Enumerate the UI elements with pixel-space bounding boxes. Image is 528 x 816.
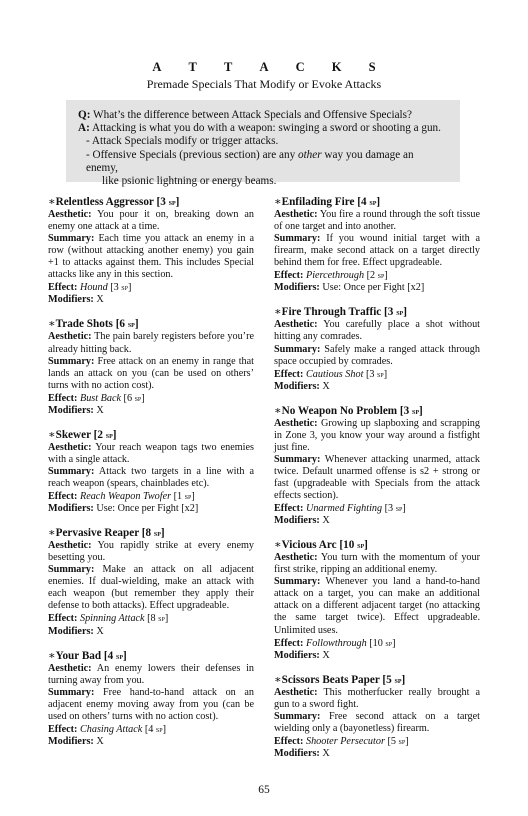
special-title: ∗No Weapon No Problem [3 sp] bbox=[274, 404, 423, 417]
aesthetic-line bbox=[48, 331, 254, 355]
q-text: What’s the difference between Attack Specials and Offensive Specials? bbox=[93, 109, 412, 121]
star-icon: ∗ bbox=[274, 404, 282, 417]
summary-text: Each time you attack an enemy in a row (without attacking another enemy) you gain +1 to attacks against them. This includes Special attacks like any in this section. bbox=[48, 233, 254, 281]
sp-unit: sp bbox=[377, 368, 384, 379]
effect-line: Effect: Bust Back [6 sp] bbox=[48, 392, 145, 404]
page-title bbox=[0, 60, 528, 75]
special-name: Relentless Aggressor [3 bbox=[55, 196, 169, 208]
modifiers-line bbox=[48, 405, 254, 417]
aesthetic-label: Aesthetic: bbox=[274, 686, 318, 698]
summary-line bbox=[274, 233, 480, 269]
effect-label: Effect: bbox=[48, 282, 78, 294]
sp-unit: sp bbox=[168, 197, 176, 207]
sp-unit: sp bbox=[155, 723, 163, 734]
aesthetic-text: You pour it on, breaking down an enemy one attack at a time. bbox=[48, 209, 254, 233]
special-name: Skewer [2 bbox=[55, 428, 106, 441]
modifiers-line bbox=[274, 515, 480, 527]
effect-line: Effect: Cautious Shot [3 sp] bbox=[274, 368, 388, 380]
aesthetic-line bbox=[274, 687, 480, 711]
special-name: Your Bad [4 bbox=[55, 649, 117, 662]
sp-unit: sp bbox=[369, 197, 377, 207]
a-text: Attacking is what you do with a weapon: swinging a sword or shooting a gun. bbox=[92, 122, 441, 135]
star-icon: ∗ bbox=[274, 539, 282, 552]
aesthetic-line bbox=[274, 552, 480, 576]
aesthetic-label: Aesthetic: bbox=[48, 662, 92, 674]
summary-text: If you wound initial target with a firearm, make second attack on a target directly behind them for free. Effect upgradeable. bbox=[274, 233, 481, 269]
special-title: ∗Vicious Arc [10 sp] bbox=[274, 539, 368, 552]
a-label: A: bbox=[78, 122, 90, 135]
effect-label: Effect: bbox=[274, 368, 304, 380]
summary-label: Summary: bbox=[274, 710, 321, 722]
aesthetic-line bbox=[48, 209, 254, 233]
aesthetic-line bbox=[48, 663, 254, 687]
modifiers-label: Modifiers: bbox=[48, 294, 94, 306]
star-icon: ∗ bbox=[274, 673, 282, 686]
title-letter: A bbox=[259, 60, 269, 74]
left-column bbox=[48, 196, 254, 760]
effect-label: Effect: bbox=[48, 392, 78, 404]
sp-unit: sp bbox=[105, 429, 113, 440]
aesthetic-label: Aesthetic: bbox=[48, 540, 92, 552]
effect-cost: [5 bbox=[384, 735, 399, 747]
aesthetic-text: Your reach weapon tags two enemies with a single attack. bbox=[48, 441, 254, 465]
special-entry bbox=[274, 539, 480, 661]
summary-line bbox=[274, 454, 480, 502]
aesthetic-line bbox=[48, 442, 254, 466]
sp-unit: sp bbox=[357, 540, 365, 551]
aesthetic-text: An enemy lowers their defenses in turning away from you. bbox=[48, 662, 255, 686]
sp-unit: sp bbox=[385, 637, 393, 648]
effect-cost: [1 bbox=[171, 491, 185, 503]
effect-cost: [4 bbox=[142, 723, 156, 735]
summary-line bbox=[48, 356, 254, 392]
special-name: No Weapon No Problem [3 bbox=[281, 404, 413, 417]
effect-line: Effect: Followthrough [10 sp] bbox=[274, 637, 396, 649]
special-title: ∗Enfilading Fire [4 sp] bbox=[274, 196, 381, 208]
special-entry bbox=[48, 318, 254, 416]
effect-cost: [3 bbox=[107, 282, 122, 294]
sp-unit: sp bbox=[153, 528, 161, 539]
aesthetic-label: Aesthetic: bbox=[274, 209, 318, 221]
modifiers-text: X bbox=[96, 404, 104, 416]
modifiers-text: Use: Once per Fight [x2] bbox=[322, 282, 425, 294]
special-name: Pervasive Reaper [8 bbox=[55, 527, 154, 540]
aesthetic-label: Aesthetic: bbox=[274, 319, 318, 331]
summary-text: Free hand-to-hand attack on an adjacent enemy moving away from you (can be used on others’ turns with no action cost). bbox=[48, 686, 254, 722]
bullet-2-pre: - Offensive Specials (previous section) are any bbox=[86, 148, 298, 161]
effect-name: Hound bbox=[79, 282, 108, 294]
star-icon: ∗ bbox=[48, 527, 56, 540]
modifiers-text: X bbox=[322, 747, 330, 759]
summary-label: Summary: bbox=[48, 355, 95, 367]
summary-line bbox=[274, 711, 480, 735]
effect-label: Effect: bbox=[274, 637, 304, 649]
special-name: Vicious Arc [10 bbox=[281, 539, 358, 552]
aesthetic-line bbox=[48, 540, 254, 564]
modifiers-text: X bbox=[322, 649, 330, 661]
page-number: 65 bbox=[258, 784, 270, 796]
effect-name: Followthrough bbox=[305, 637, 367, 649]
summary-line bbox=[48, 564, 254, 612]
aesthetic-text: This motherfucker really brought a gun to a sword fight. bbox=[274, 686, 481, 710]
question-line bbox=[78, 109, 448, 122]
modifiers-label: Modifiers: bbox=[274, 649, 320, 661]
effect-line: Effect: Unarmed Fighting [3 sp] bbox=[274, 503, 406, 515]
summary-text: Safely make a ranged attack through space occupied by comrades. bbox=[274, 343, 480, 367]
bullet-2-post: way you damage an enemy, bbox=[86, 148, 414, 174]
answer-line bbox=[78, 122, 448, 135]
modifiers-line bbox=[48, 626, 254, 638]
sp-unit: sp bbox=[377, 270, 385, 281]
special-entry bbox=[48, 527, 254, 637]
effect-line: Effect: Hound [3 sp] bbox=[48, 282, 132, 294]
aesthetic-text: The pain barely registers before you’re already hitting back. bbox=[48, 331, 254, 355]
special-title: ∗Pervasive Reaper [8 sp] bbox=[48, 527, 165, 540]
modifiers-text: Use: Once per Fight [x2] bbox=[96, 503, 199, 515]
effect-label: Effect: bbox=[274, 270, 304, 282]
summary-label: Summary: bbox=[48, 564, 95, 576]
modifiers-text: X bbox=[322, 380, 330, 392]
effect-label: Effect: bbox=[274, 735, 304, 747]
special-entry bbox=[48, 196, 254, 306]
summary-line bbox=[48, 466, 254, 490]
effect-cost: [2 bbox=[364, 270, 378, 282]
modifiers-label: Modifiers: bbox=[274, 515, 320, 527]
star-icon: ∗ bbox=[48, 196, 56, 208]
effect-line: Effect: Shooter Persecutor [5 sp] bbox=[274, 735, 409, 747]
special-name: Scissors Beats Paper [5 bbox=[281, 673, 395, 686]
aesthetic-label: Aesthetic: bbox=[274, 552, 318, 564]
modifiers-line bbox=[274, 381, 480, 393]
summary-text: Make an attack on all adjacent enemies. If dual-wielding, make an attack with each weapon (but remember they apply their defense to both attacks). Effect upgradeable. bbox=[48, 564, 255, 612]
aesthetic-text: You fire a round through the soft tissue of one target and into another. bbox=[274, 209, 480, 233]
summary-text: Free second attack on a target wielding only a (bayonetless) firearm. bbox=[274, 710, 480, 734]
effect-label: Effect: bbox=[48, 723, 78, 735]
bullet-2-em: other bbox=[297, 148, 322, 161]
effect-line: Effect: Reach Weapon Twofer [1 sp] bbox=[48, 491, 195, 503]
sp-unit: sp bbox=[158, 613, 165, 624]
effect-cost: [6 bbox=[121, 392, 135, 404]
summary-label: Summary: bbox=[274, 453, 321, 465]
summary-label: Summary: bbox=[48, 686, 95, 698]
q-label: Q: bbox=[78, 109, 91, 121]
modifiers-label: Modifiers: bbox=[48, 735, 94, 747]
special-title: ∗Scissors Beats Paper [5 sp] bbox=[274, 673, 406, 686]
sp-unit: sp bbox=[412, 405, 420, 416]
modifiers-text: X bbox=[322, 515, 330, 527]
modifiers-text: X bbox=[96, 625, 104, 637]
sp-unit: sp bbox=[398, 735, 406, 746]
sp-unit: sp bbox=[184, 491, 192, 502]
effect-name: Chasing Attack bbox=[79, 723, 143, 735]
effect-cost: [10 bbox=[366, 637, 386, 649]
effect-label: Effect: bbox=[48, 491, 78, 503]
star-icon: ∗ bbox=[274, 196, 282, 208]
modifiers-line bbox=[48, 503, 254, 515]
title-letter: T bbox=[224, 60, 233, 74]
effect-label: Effect: bbox=[274, 503, 304, 515]
answer-bullet-2-cont: like psionic lightning or energy beams. bbox=[102, 175, 277, 188]
summary-line bbox=[274, 344, 480, 368]
modifiers-label: Modifiers: bbox=[48, 404, 94, 416]
modifiers-text: X bbox=[96, 294, 104, 306]
special-entry bbox=[48, 650, 254, 748]
effect-name: Shooter Persecutor bbox=[305, 735, 385, 747]
sp-unit: sp bbox=[127, 319, 135, 330]
title-letter: C bbox=[295, 60, 305, 74]
summary-text: Whenever you land a hand-to-hand attack on a target, you can make an additional attack on a different adjacent target (no attacking the same target twice). Effect upgradeable. Unlimited uses. bbox=[274, 576, 480, 636]
special-name: Trade Shots [6 bbox=[55, 318, 128, 331]
summary-line bbox=[48, 687, 254, 723]
special-title: ∗Fire Through Traffic [3 sp] bbox=[274, 306, 407, 319]
effect-cost: [3 bbox=[382, 503, 396, 515]
sp-unit: sp bbox=[396, 307, 404, 318]
summary-line bbox=[48, 233, 254, 281]
aesthetic-label: Aesthetic: bbox=[274, 417, 318, 429]
right-column bbox=[274, 196, 480, 772]
special-title: ∗Trade Shots [6 sp] bbox=[48, 318, 139, 331]
effect-name: Bust Back bbox=[79, 392, 121, 404]
title-letter: A bbox=[152, 60, 162, 74]
modifiers-label: Modifiers: bbox=[274, 282, 320, 294]
modifiers-line bbox=[274, 748, 480, 760]
special-title: ∗Relentless Aggressor [3 sp] bbox=[48, 196, 180, 208]
aesthetic-text: You turn with the momentum of your first strike, ripping an additional enemy. bbox=[274, 552, 481, 576]
effect-cost: [8 bbox=[144, 613, 159, 625]
modifiers-line bbox=[274, 650, 480, 662]
title-letter: S bbox=[368, 60, 376, 74]
sp-unit: sp bbox=[395, 503, 403, 514]
modifiers-label: Modifiers: bbox=[274, 747, 320, 759]
summary-label: Summary: bbox=[274, 343, 321, 355]
special-entry bbox=[48, 429, 254, 515]
effect-name: Cautious Shot bbox=[305, 368, 364, 380]
effect-line: Effect: Spinning Attack [8 sp] bbox=[48, 613, 169, 625]
page-subtitle: Premade Specials That Modify or Evoke Attacks bbox=[146, 77, 382, 91]
special-entry bbox=[274, 306, 480, 392]
aesthetic-text: You carefully place a shot without hitting any comrades. bbox=[274, 319, 480, 343]
aesthetic-line bbox=[274, 319, 480, 343]
sp-unit: sp bbox=[116, 650, 124, 661]
qa-box bbox=[66, 100, 460, 188]
effect-name: Unarmed Fighting bbox=[305, 503, 383, 515]
sp-unit: sp bbox=[134, 392, 142, 403]
special-name: Enfilading Fire [4 bbox=[281, 196, 370, 208]
modifiers-line bbox=[274, 282, 480, 294]
star-icon: ∗ bbox=[48, 318, 56, 331]
special-title: ∗Skewer [2 sp] bbox=[48, 428, 117, 441]
effect-line: Effect: Chasing Attack [4 sp] bbox=[48, 723, 167, 735]
aesthetic-text: Growing up slapboxing and scrapping in Zone 3, you know your way around a fistfight just fine. bbox=[274, 417, 480, 453]
star-icon: ∗ bbox=[48, 649, 56, 662]
star-icon: ∗ bbox=[274, 306, 282, 319]
modifiers-line bbox=[48, 294, 254, 306]
effect-line: Effect: Piercethrough [2 sp] bbox=[274, 270, 388, 282]
summary-label: Summary: bbox=[48, 233, 95, 245]
aesthetic-label: Aesthetic: bbox=[48, 441, 92, 453]
modifiers-line bbox=[48, 736, 254, 748]
modifiers-label: Modifiers: bbox=[48, 503, 94, 515]
summary-label: Summary: bbox=[274, 233, 321, 245]
aesthetic-line bbox=[274, 209, 480, 233]
aesthetic-line bbox=[274, 418, 480, 454]
effect-cost: [3 bbox=[363, 368, 378, 380]
aesthetic-label: Aesthetic: bbox=[48, 209, 92, 221]
answer-bullet-1: - Attack Specials modify or trigger attacks. bbox=[86, 135, 279, 148]
title-letter: K bbox=[331, 60, 342, 74]
special-name: Fire Through Traffic [3 bbox=[281, 306, 397, 319]
special-entry bbox=[274, 196, 480, 294]
modifiers-label: Modifiers: bbox=[274, 380, 320, 392]
effect-label: Effect: bbox=[48, 613, 78, 625]
aesthetic-label: Aesthetic: bbox=[48, 331, 92, 343]
sp-unit: sp bbox=[121, 282, 128, 293]
summary-label: Summary: bbox=[48, 465, 95, 477]
modifiers-label: Modifiers: bbox=[48, 625, 94, 637]
special-entry bbox=[274, 405, 480, 527]
summary-label: Summary: bbox=[274, 576, 321, 588]
title-letter: T bbox=[188, 60, 197, 74]
star-icon: ∗ bbox=[48, 428, 56, 441]
effect-name: Piercethrough bbox=[305, 270, 365, 282]
effect-name: Spinning Attack bbox=[79, 613, 145, 625]
special-title: ∗Your Bad [4 sp] bbox=[48, 649, 127, 662]
modifiers-text: X bbox=[96, 735, 104, 747]
summary-text: Whenever attacking unarmed, attack twice. Default unarmed offense is s2 + strong or fast (upgradeable with Specials from the attack effects section). bbox=[274, 453, 480, 502]
sp-unit: sp bbox=[394, 674, 402, 685]
aesthetic-text: You rapidly strike at every enemy besetting you. bbox=[48, 540, 254, 564]
summary-text: Attack two targets in a line with a reach weapon (spears, chainblades etc). bbox=[48, 465, 255, 489]
summary-text: Free attack on an enemy in range that lands an attack on you (can be used on others’ turns with no action cost). bbox=[48, 355, 254, 391]
summary-line bbox=[274, 576, 480, 636]
special-entry bbox=[274, 674, 480, 760]
answer-bullet-2 bbox=[78, 149, 448, 175]
effect-name: Reach Weapon Twofer bbox=[79, 491, 172, 503]
